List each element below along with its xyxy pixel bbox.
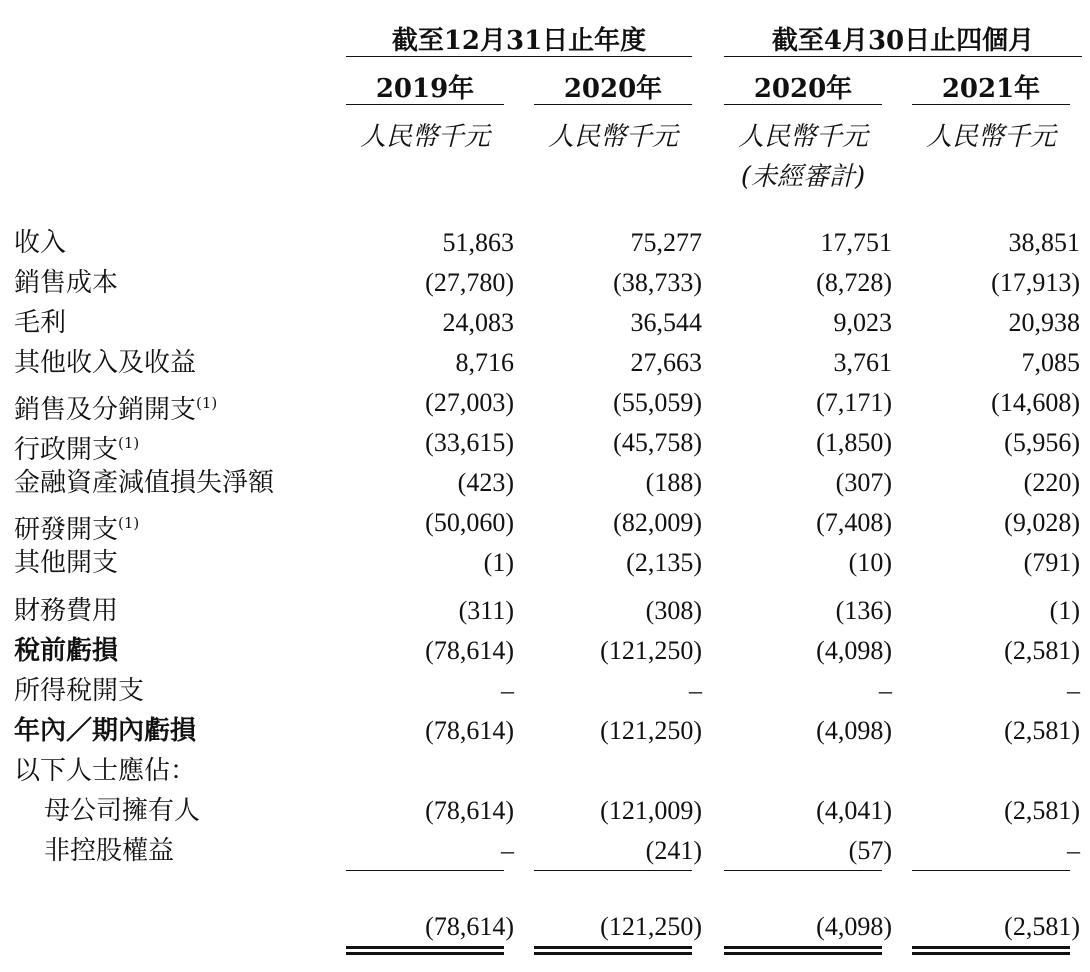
row-label <box>14 308 66 338</box>
footnote-marker: (1) <box>118 514 140 532</box>
row-label-text: 金融資產減值損失淨額 <box>14 468 275 498</box>
row-label <box>14 468 274 498</box>
footnote-marker: (1) <box>118 434 140 452</box>
row-value: (82,009) <box>613 508 702 537</box>
row-value: 75,277 <box>630 228 702 257</box>
row-value: (1) <box>483 548 514 577</box>
row-label-text: 稅前虧損 <box>14 636 119 666</box>
row-label <box>14 636 118 666</box>
row-label <box>14 548 118 578</box>
row-label-text: 銷售及分銷開支 <box>14 395 197 425</box>
row-label-text: 所得稅開支 <box>14 676 145 706</box>
group-header-rule <box>724 56 1082 57</box>
row-label <box>14 388 217 425</box>
column-year-header: 2020年 <box>563 74 663 104</box>
year-rule <box>912 104 1070 105</box>
row-label-text: 年內／期內虧損 <box>14 716 197 746</box>
row-value: (78,614) <box>425 636 514 665</box>
row-value: (8,728) <box>816 268 892 297</box>
row-value: (7,408) <box>816 508 892 537</box>
row-value: (791) <box>1023 548 1080 577</box>
row-label <box>14 596 118 626</box>
row-value: 8,716 <box>455 348 514 377</box>
row-value: (4,098) <box>816 636 892 665</box>
row-label <box>44 796 200 826</box>
row-value: 7,085 <box>1021 348 1080 377</box>
row-value: 20,938 <box>1008 308 1080 337</box>
group-header-rule <box>346 56 692 57</box>
row-value: (241) <box>645 836 702 865</box>
row-label-text: 非控股權益 <box>44 836 175 866</box>
group-header-four-months: 截至4月30日止四個月 <box>771 26 1035 56</box>
row-value: (78,614) <box>425 796 514 825</box>
unaudited-note: (未經審計) <box>740 162 866 192</box>
row-value: (5,956) <box>1004 428 1080 457</box>
row-label <box>14 508 139 545</box>
row-value: (10) <box>848 548 892 577</box>
column-unit: 人民幣千元 <box>547 122 678 152</box>
row-value: (2,581) <box>1004 716 1080 745</box>
total-double-rule <box>346 946 504 955</box>
row-value: (1,850) <box>816 428 892 457</box>
row-label <box>14 676 144 706</box>
year-rule <box>534 104 692 105</box>
row-label <box>14 348 196 378</box>
row-value: (45,758) <box>613 428 702 457</box>
row-value: 27,663 <box>630 348 702 377</box>
row-value: (308) <box>645 596 702 625</box>
row-value: 3,761 <box>833 348 892 377</box>
column-unit: 人民幣千元 <box>737 122 868 152</box>
row-value: (9,028) <box>1004 508 1080 537</box>
year-rule <box>346 104 504 105</box>
row-label <box>44 836 174 866</box>
column-year-header: 2021年 <box>941 74 1041 104</box>
total-value: (4,098) <box>816 912 892 941</box>
row-value: (188) <box>645 468 702 497</box>
row-label-text: 研發開支 <box>14 515 119 545</box>
row-value: (55,059) <box>613 388 702 417</box>
row-value: (38,733) <box>613 268 702 297</box>
row-value: – <box>501 836 514 865</box>
row-value: – <box>689 676 702 705</box>
row-value: 9,023 <box>833 308 892 337</box>
total-value: (121,250) <box>600 912 702 941</box>
subtotal-rule <box>724 870 882 871</box>
row-value: (33,615) <box>425 428 514 457</box>
row-value: 38,851 <box>1008 228 1080 257</box>
footnote-marker: (1) <box>196 394 218 412</box>
row-label <box>14 716 196 746</box>
row-value: (121,250) <box>600 636 702 665</box>
row-label-text: 母公司擁有人 <box>44 796 201 826</box>
row-value: (4,041) <box>816 796 892 825</box>
row-value: (50,060) <box>425 508 514 537</box>
row-value: (4,098) <box>816 716 892 745</box>
row-value: (423) <box>457 468 514 497</box>
total-double-rule <box>534 946 692 955</box>
row-value: – <box>1067 676 1080 705</box>
row-value: 24,083 <box>442 308 514 337</box>
row-value: – <box>879 676 892 705</box>
row-value: (78,614) <box>425 716 514 745</box>
row-value: 51,863 <box>442 228 514 257</box>
total-double-rule <box>724 946 882 955</box>
row-value: (2,135) <box>626 548 702 577</box>
row-label-text: 財務費用 <box>14 596 119 626</box>
row-value: (1) <box>1049 596 1080 625</box>
row-value: (220) <box>1023 468 1080 497</box>
column-year-header: 2020年 <box>753 74 853 104</box>
total-double-rule <box>912 946 1070 955</box>
row-value: (121,009) <box>600 796 702 825</box>
subtotal-rule <box>912 870 1070 871</box>
row-value: (307) <box>835 468 892 497</box>
row-value: (2,581) <box>1004 796 1080 825</box>
row-value: (27,003) <box>425 388 514 417</box>
column-year-header: 2019年 <box>375 74 475 104</box>
row-label-text: 以下人士應佔： <box>14 756 197 786</box>
subtotal-rule <box>346 870 504 871</box>
row-label <box>14 756 196 786</box>
row-value: – <box>501 676 514 705</box>
row-value: (136) <box>835 596 892 625</box>
row-value: (121,250) <box>600 716 702 745</box>
subtotal-rule <box>534 870 692 871</box>
row-value: 36,544 <box>630 308 702 337</box>
row-value: – <box>1067 836 1080 865</box>
row-label <box>14 268 118 298</box>
column-unit: 人民幣千元 <box>925 122 1056 152</box>
row-label-text: 收入 <box>14 228 67 258</box>
group-header-full-year: 截至12月31日止年度 <box>391 26 647 56</box>
total-value: (78,614) <box>425 912 514 941</box>
row-label <box>14 428 139 465</box>
row-value: (17,913) <box>991 268 1080 297</box>
row-label-text: 其他收入及收益 <box>14 348 197 378</box>
row-label <box>14 228 66 258</box>
year-rule <box>724 104 882 105</box>
row-value: (57) <box>848 836 892 865</box>
row-value: (311) <box>458 596 514 625</box>
row-value: 17,751 <box>820 228 892 257</box>
row-value: (27,780) <box>425 268 514 297</box>
row-value: (2,581) <box>1004 636 1080 665</box>
row-value: (7,171) <box>816 388 892 417</box>
total-value: (2,581) <box>1004 912 1080 941</box>
row-label-text: 其他開支 <box>14 548 119 578</box>
row-label-text: 行政開支 <box>14 435 119 465</box>
column-unit: 人民幣千元 <box>359 122 490 152</box>
row-label-text: 毛利 <box>14 308 67 338</box>
row-label-text: 銷售成本 <box>14 268 119 298</box>
row-value: (14,608) <box>991 388 1080 417</box>
